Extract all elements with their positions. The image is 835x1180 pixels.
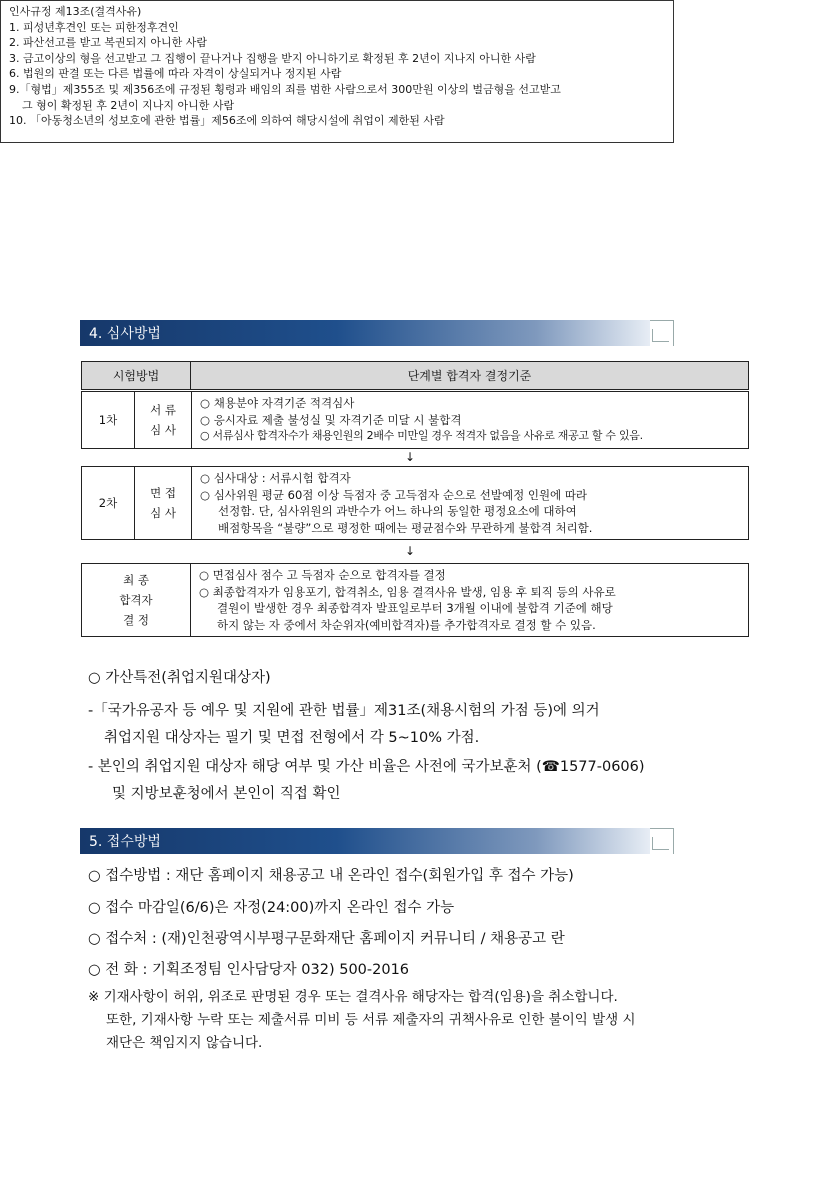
stage2-table [81,466,749,540]
section-corner-icon [650,320,674,346]
header-criteria: 단계별 합격자 결정기준 [191,362,749,390]
stage1-type [135,392,192,449]
notice-line: 재단은 책임지지 않습니다. [106,1035,263,1051]
criteria-line: 선정함. 단, 심사위원의 과반수가 어느 하나의 동일한 평정요소에 대하여 [218,504,577,518]
notice-block [88,986,758,1055]
section4-title: 4. 심사방법 [89,326,161,342]
criteria-line: 배점항목을 “불량”으로 평정한 때에는 평균점수와 무관하게 불합격 처리함. [218,520,593,535]
stage2-criteria [192,467,749,540]
disqualification-title: 인사규정 제13조(결격사유) [9,5,142,18]
section5-title: 5. 접수방법 [89,834,161,850]
final-label-line: 합격자 [119,593,153,607]
criteria-line: ○ 심사대상 : 서류시험 합격자 [200,471,351,485]
bonus-line: -「국가유공자 등 예우 및 지원에 관한 법률」제31조(채용시험의 가점 등)에 의거 [88,703,600,719]
notice-line: ※ 기재사항이 허위, 위조로 판명된 경우 또는 결격사유 해당자는 합격(임용)을 취소합니다. [88,989,618,1005]
disqualification-item: 3. 금고이상의 형을 선고받고 그 집행이 끝나거나 집행을 받지 아니하기로 확정된 후 2년이 지나지 아니한 사람 [9,51,536,65]
criteria-line: ○ 심사위원 평균 60점 이상 득점자 중 고득점자 순으로 선발예정 인원에 따라 [200,487,588,502]
disqualification-item: 9.「형법」제355조 및 제356조에 규정된 횡령과 배임의 죄를 범한 사람으로서 300만원 이상의 벌금형을 선고받고 [9,82,561,96]
criteria-line: 하지 않는 자 중에서 차순위자(예비합격자)를 추가합격자로 결정 할 수 있음. [217,617,596,632]
final-label [82,564,191,637]
disqualification-item: 6. 법원의 판결 또는 다른 법률에 따라 자격이 상실되거나 정지된 사람 [9,67,342,81]
disqualification-item: 그 형이 확정된 후 2년이 지나지 아니한 사람 [22,98,235,112]
disqualification-item: 2. 파산선고를 받고 복권되지 아니한 사람 [9,36,207,50]
criteria-line: ○ 면접심사 점수 고 득점자 순으로 합격자를 결정 [199,568,446,582]
final-table [81,563,749,637]
stage2-type-line: 면 접 [150,486,176,500]
down-arrow-icon: ↓ [405,450,416,464]
reception-item: ○ 접수처 : (재)인천광역시부평구문화재단 홈페이지 커뮤니티 / 채용공고 란 [88,931,565,947]
final-label-line: 최 종 [123,573,149,587]
stage2-type-line: 심 사 [150,506,176,520]
header-exam-method: 시험방법 [82,362,191,390]
final-label-line: 결 정 [123,613,149,627]
reception-item: ○ 접수 마감일(6/6)은 자정(24:00)까지 온라인 접수 가능 [88,900,455,916]
bonus-line: 및 지방보훈청에서 본인이 직접 확인 [112,786,341,802]
reception-item: ○ 접수방법 : 재단 홈페이지 채용공고 내 온라인 접수(회원가입 후 접수 가능) [88,868,574,884]
notice-line: 또한, 기재사항 누락 또는 제출서류 미비 등 서류 제출자의 귀책사유로 인한 불이익 발생 시 [106,1012,636,1028]
stage1-type-line: 심 사 [150,422,176,437]
stage1-table [81,391,749,449]
stage1-type-line: 서 류 [150,402,176,417]
final-criteria [191,564,749,637]
criteria-line: 결원이 발생한 경우 최종합격자 발표일로부터 3개월 이내에 불합격 기준에 해당 [217,601,613,615]
criteria-line: ○ 최종합격자가 임용포기, 합격취소, 임용 결격사유 발생, 임용 후 퇴직 등의 사유로 [199,584,616,599]
disqualification-item: 1. 피성년후견인 또는 피한정후견인 [9,20,179,34]
down-arrow-icon: ↓ [405,544,416,558]
criteria-line: ○ 서류심사 합격자수가 채용인원의 2배수 미만일 경우 적격자 없음을 사유로 재공고 할 수 있음. [200,429,643,442]
section5-header [80,828,650,854]
bonus-line: 취업지원 대상자는 필기 및 면접 전형에서 각 5~10% 가점. [104,730,480,746]
stage2-label: 2차 [82,467,135,540]
bonus-title: ○ 가산특전(취업지원대상자) [88,670,271,686]
disqualification-box [0,0,674,143]
screening-header-table [81,361,749,390]
stage1-label: 1차 [82,392,135,449]
criteria-line: ○ 응시자료 제출 불성실 및 자격기준 미달 시 불합격 [200,412,462,427]
stage2-type [135,467,192,540]
section4-header [80,320,650,346]
reception-item: ○ 전 화 : 기획조정팀 인사담당자 032) 500-2016 [88,962,410,978]
disqualification-item: 10. 「아동청소년의 성보호에 관한 법률」제56조에 의하여 해당시설에 취업이 제한된 사람 [9,114,445,128]
section-corner-icon [650,828,674,854]
stage1-criteria [192,392,749,449]
criteria-line: ○ 채용분야 자격기준 적격심사 [200,396,355,410]
bonus-line: - 본인의 취업지원 대상자 해당 여부 및 가산 비율은 사전에 국가보훈처 (☎1577-0606) [88,759,645,775]
